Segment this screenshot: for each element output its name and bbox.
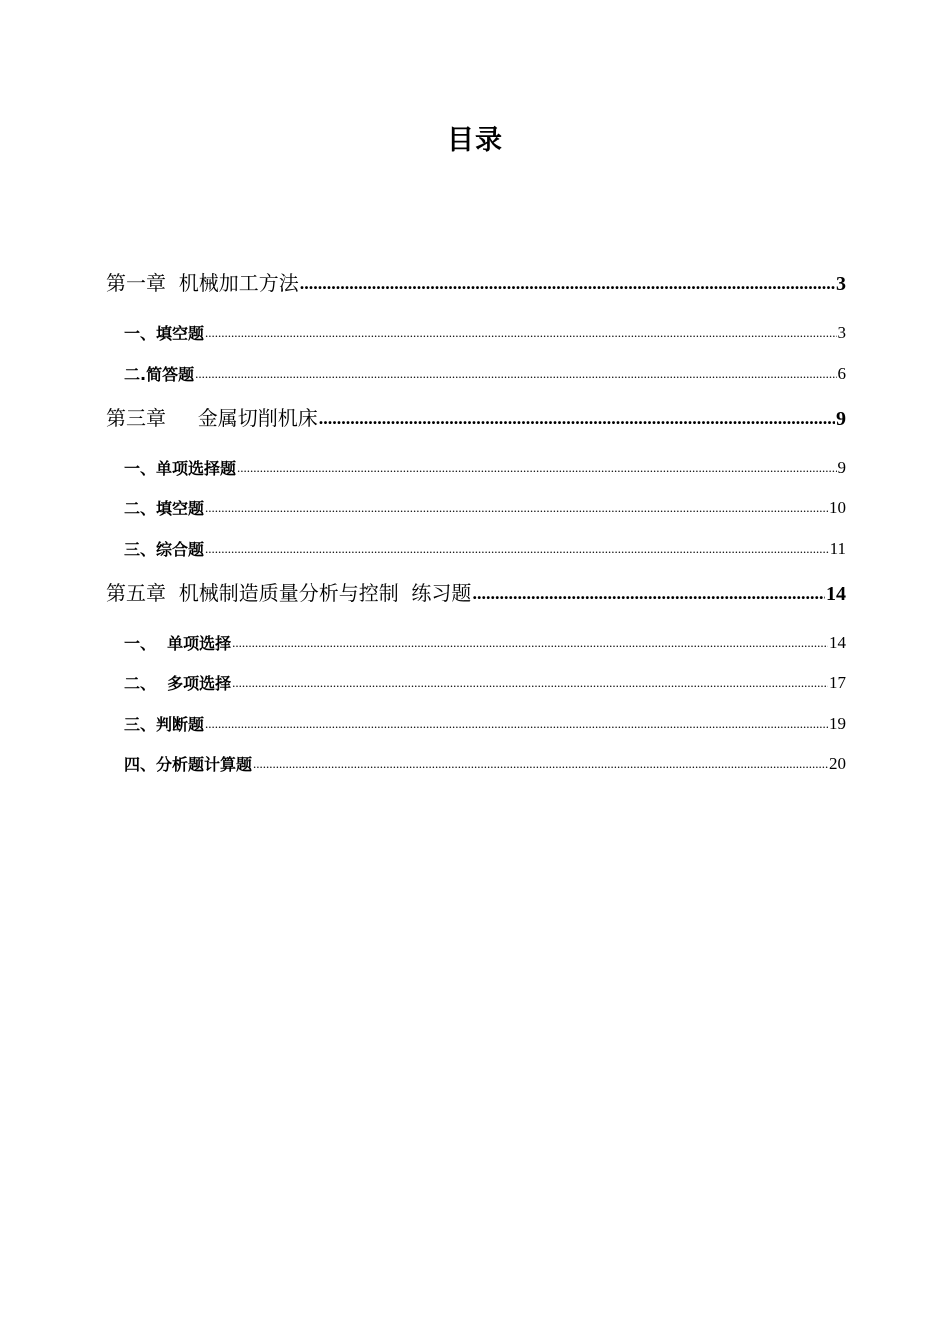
toc-entry-section[interactable]: [106, 530, 846, 560]
toc-entry-section[interactable]: [106, 745, 846, 775]
toc-page-number: 9: [836, 407, 846, 430]
toc-title: 目录: [447, 125, 503, 156]
toc-dot-leader: [253, 757, 828, 775]
toc-page-number: 6: [837, 363, 846, 383]
toc-entry-label: 三、综合题: [124, 539, 205, 559]
toc-page-number: 3: [836, 273, 846, 295]
toc-page-number: 11: [829, 538, 846, 558]
toc-page-number: 14: [826, 582, 846, 605]
toc-entry-section[interactable]: [106, 449, 846, 479]
toc-entry-section[interactable]: [106, 624, 846, 654]
toc-dot-leader: [195, 367, 836, 385]
toc-dot-leader: [300, 274, 835, 296]
toc-entry-label: 一、单项选择题: [124, 458, 237, 478]
toc-page-number: 9: [837, 457, 846, 477]
toc-dot-leader: [319, 409, 835, 431]
toc-dot-leader: [237, 461, 836, 479]
toc-dot-leader: [232, 636, 828, 654]
toc-dot-leader: [205, 326, 836, 344]
toc-page-number: 3: [837, 323, 846, 342]
toc-entry-label: 二、 多项选择: [124, 674, 232, 693]
toc-entry-label: 二.简答题: [124, 364, 195, 384]
toc-dot-leader: [472, 584, 825, 606]
toc-dot-leader: [205, 717, 828, 735]
toc-entry-label: 二、填空题: [124, 499, 205, 518]
toc-entry-label: 第五章 机械制造质量分析与控制 练习题: [106, 580, 472, 605]
toc-entry-label: 一、 单项选择: [124, 633, 232, 653]
toc-entry-label: 四、分析题计算题: [124, 755, 253, 774]
toc-entry-section[interactable]: [106, 314, 846, 344]
toc-entry-section[interactable]: [106, 355, 846, 385]
toc-entry-chapter-1[interactable]: [106, 262, 846, 296]
toc-page-number: 19: [829, 713, 846, 733]
toc-entry-label: 三、判断题: [124, 714, 205, 734]
toc-entry-section[interactable]: [106, 489, 846, 519]
toc-page-number: 20: [829, 754, 846, 773]
toc-entry-section[interactable]: [106, 664, 846, 694]
toc-dot-leader: [232, 676, 828, 694]
toc-entry-section[interactable]: [106, 705, 846, 735]
toc-page-number: 10: [829, 498, 846, 517]
toc-page-number: 17: [829, 673, 846, 692]
toc-entry-label: 一、填空题: [124, 324, 205, 343]
toc-dot-leader: [205, 542, 829, 560]
toc-entry-label: 第三章 金属切削机床: [106, 405, 318, 430]
toc-entry-label: 第一章 机械加工方法: [106, 271, 299, 295]
toc-entry-chapter-3[interactable]: [106, 397, 846, 431]
toc-dot-leader: [205, 501, 828, 519]
toc-list: [106, 262, 846, 775]
toc-page-number: 14: [829, 632, 846, 652]
toc-entry-chapter-5[interactable]: [106, 572, 846, 606]
